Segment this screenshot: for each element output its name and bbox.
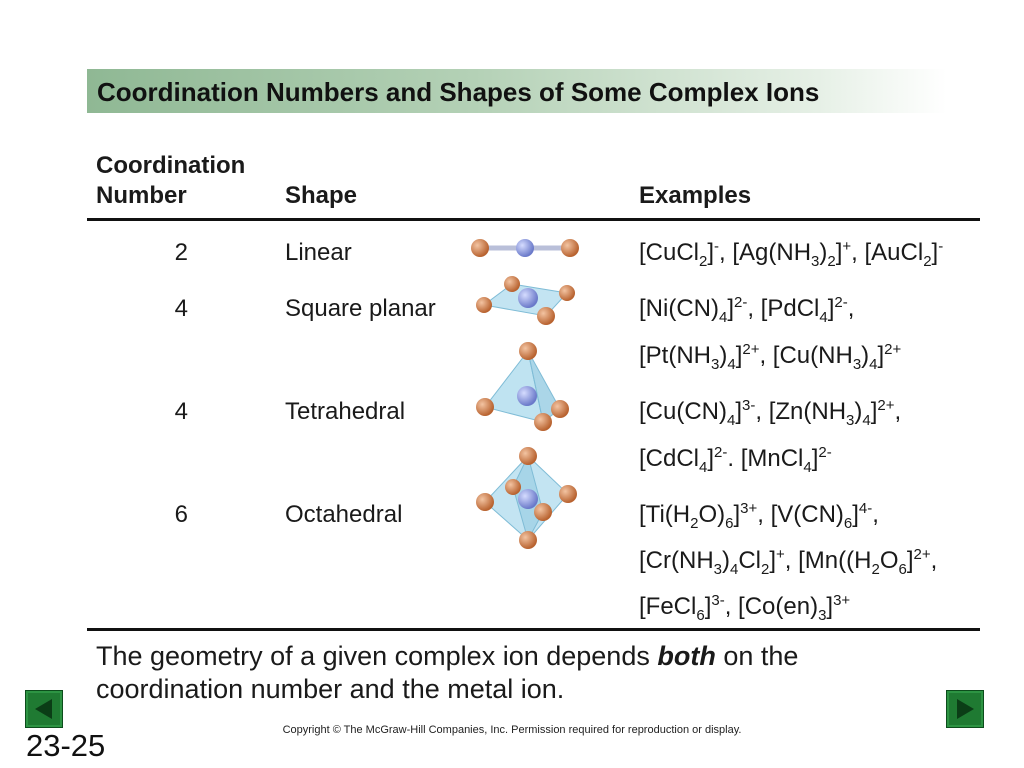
row-linear-examples: [CuCl$_2$]-, $[Ag(NH_3)_2]^+$, [AuCl$_2$]- <box>639 238 944 270</box>
header-shape: Shape <box>285 182 358 209</box>
row-square-planar-shape: Square planar <box>285 295 436 322</box>
row-octahedral-shape: Octahedral <box>285 501 403 528</box>
square-planar-molecule-icon <box>468 272 588 332</box>
previous-arrow-icon <box>26 691 62 727</box>
copyright-notice: Copyright © The McGraw-Hill Companies, Inc. Permission required for reproduction or display. <box>282 724 742 736</box>
footer-statement <box>96 640 936 706</box>
slide-number: 23-25 <box>26 728 106 763</box>
row-octahedral-examples-line3: [FeCl$_6$]$^{3-}$, $[Co(en)_3]^{3+}$ <box>639 592 851 624</box>
row-octahedral-number: 6 <box>174 501 188 528</box>
previous-slide-button[interactable] <box>25 690 63 728</box>
row-square-planar-examples-line1: $[Ni(CN)_4]^{2-}$, [PdCl$_4$]$^{2-}$, <box>639 294 855 326</box>
row-tetrahedral-examples-line2: [CdCl$_4$]$^{2-}$. [MnCl$_4$]$^{2-}$ <box>639 444 832 476</box>
row-tetrahedral-number: 4 <box>174 398 188 425</box>
footer-text-before: The geometry of a given complex ion depends <box>96 641 658 671</box>
row-square-planar-examples-line2: $[Pt(NH_3)_4]^{2+}$, $[Cu(NH_3)_4]^{2+}$ <box>639 341 902 373</box>
next-slide-button[interactable] <box>946 690 984 728</box>
header-coordination-line2: Number <box>96 182 187 209</box>
slide-title: Coordination Numbers and Shapes of Some Complex Ions <box>97 77 820 107</box>
footer-emphasis: both <box>657 641 716 671</box>
title-bar <box>87 69 947 113</box>
next-arrow-icon <box>947 691 983 727</box>
header-examples: Examples <box>639 182 752 209</box>
linear-molecule-icon <box>468 230 588 266</box>
octahedral-molecule-icon <box>468 442 588 554</box>
table-bottom-rule <box>87 628 980 631</box>
header-rule <box>87 218 980 221</box>
row-linear-shape: Linear <box>285 239 352 266</box>
row-square-planar-number: 4 <box>174 295 188 322</box>
footer-text-after: on the coordination number and the metal ion. <box>96 641 799 704</box>
row-tetrahedral-shape: Tetrahedral <box>285 398 406 425</box>
row-linear-number: 2 <box>174 239 188 266</box>
row-tetrahedral-examples-line1: $[Cu(CN)_4]^{3-}$, $[Zn(NH_3)_4]^{2+}$, <box>639 397 902 429</box>
tetrahedral-molecule-icon <box>468 337 588 437</box>
header-coordination-line1: Coordination <box>96 152 246 179</box>
header-coordination-number <box>96 151 245 211</box>
row-octahedral-examples-line2: $[Cr(NH_3)_4Cl_2]^+$, [$Mn((H_2O_6]^{2+}$, <box>639 546 938 578</box>
row-octahedral-examples-line1: $[Ti(H_2O)_6]^{3+}$, $[V(CN)_6]^{4-}$, <box>639 500 879 532</box>
